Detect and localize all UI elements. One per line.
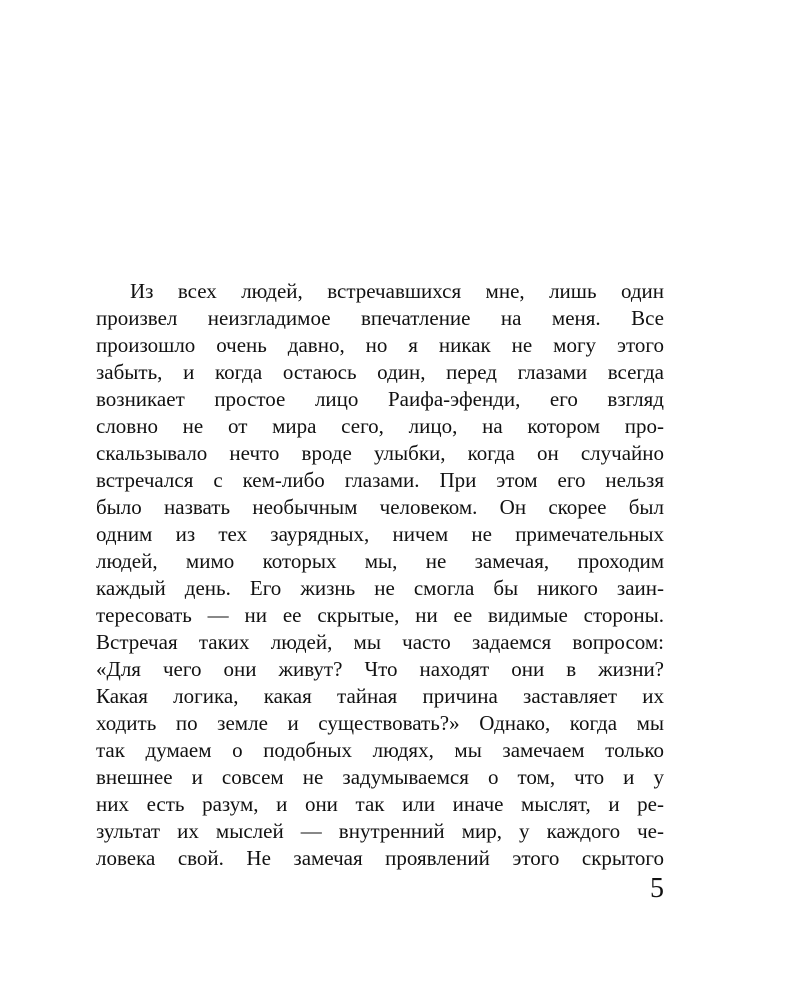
text-line: них есть разум, и они так или иначе мыслят, и ре- — [96, 792, 664, 816]
text-line: зультат их мыслей — внутренний мир, у каждого че- — [96, 819, 664, 843]
body-text — [96, 278, 664, 872]
text-line: Встречая таких людей, мы часто задаемся вопросом: — [96, 630, 664, 654]
text-line: произвел неизгладимое впечатление на меня. Все — [96, 306, 664, 330]
page-number: 5 — [650, 873, 664, 904]
text-line: внешнее и совсем не задумываемся о том, что и у — [96, 765, 664, 789]
text-line: было назвать необычным человеком. Он скорее был — [96, 495, 664, 519]
text-line: словно не от мира сего, лицо, на котором про- — [96, 414, 664, 438]
text-line: Из всех людей, встречавшихся мне, лишь один — [130, 279, 664, 303]
text-line: возникает простое лицо Раифа-эфенди, его взгляд — [96, 387, 664, 411]
text-line: произошло очень давно, но я никак не могу этого — [96, 333, 664, 357]
text-line: «Для чего они живут? Что находят они в жизни? — [96, 657, 664, 681]
text-line: забыть, и когда остаюсь один, перед глазами всегда — [96, 360, 664, 384]
text-line: каждый день. Его жизнь не смогла бы никого заин- — [96, 576, 664, 600]
text-line: скальзывало нечто вроде улыбки, когда он случайно — [96, 441, 664, 465]
text-line: ходить по земле и существовать?» Однако, когда мы — [96, 711, 664, 735]
text-line: Какая логика, какая тайная причина заставляет их — [96, 684, 664, 708]
text-line: одним из тех заурядных, ничем не примечательных — [96, 522, 664, 546]
text-line: людей, мимо которых мы, не замечая, проходим — [96, 549, 664, 573]
text-line: так думаем о подобных людях, мы замечаем только — [96, 738, 664, 762]
text-line: ловека свой. Не замечая проявлений этого скрытого — [96, 846, 664, 870]
text-line: тересовать — ни ее скрытые, ни ее видимые стороны. — [96, 603, 664, 627]
text-line: встречался с кем-либо глазами. При этом его нельзя — [96, 468, 664, 492]
